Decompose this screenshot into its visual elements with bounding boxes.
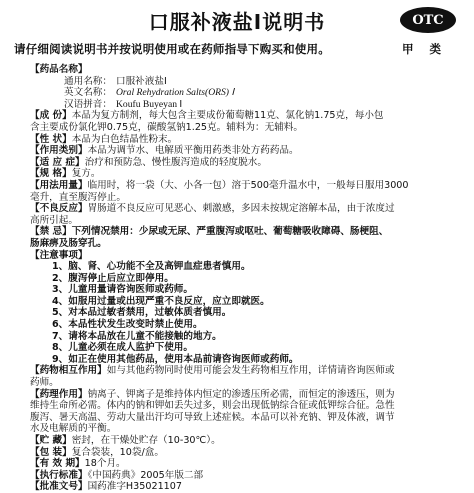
- section-contraindications: [30, 226, 454, 238]
- drug-category: 甲 类: [402, 42, 448, 56]
- usage-line: 临用时，将一袋（大、小各一包）溶于500毫升温水中，一般每日服用3000: [87, 179, 409, 191]
- section-text: 复合袋装，10袋/盒。: [71, 446, 164, 458]
- precaution-item: 6、本品性状发生改变时禁止使用。: [52, 319, 203, 331]
- section-precautions: [30, 250, 454, 262]
- section-text: 本品为调节水、电解质平衡用药类非处方药药品。: [87, 145, 299, 157]
- section-heading: 【禁 忌】: [30, 226, 72, 238]
- precaution-item: 5、对本品过敏者禁用，过敏体质者慎用。: [52, 307, 232, 319]
- section-text: 18个月。: [84, 458, 126, 470]
- precaution-item: 1、脑、肾、心功能不全及高钾血症患者慎用。: [52, 261, 251, 273]
- english-name-row: [30, 87, 454, 99]
- section-usage: [30, 180, 454, 192]
- section-text: 治疗和预防急、慢性腹泻造成的轻度脱水。: [84, 156, 267, 168]
- pinyin-name-label: 汉语拼音：: [64, 98, 112, 110]
- section-approval: [30, 481, 454, 493]
- pharmacology-continued: 维持生命所必需。体内的钠和钾如丢失过多，则会出现低钠综合征或低钾综合征。急性: [30, 400, 395, 412]
- section-text: 《中国药典》2005年版二部: [87, 469, 204, 481]
- interactions-continued: 药师。: [30, 377, 59, 389]
- section-heading: 【成 份】: [30, 110, 72, 122]
- section-category: [30, 145, 454, 157]
- section-heading: 【适 应 症】: [30, 156, 85, 168]
- section-heading: 【作用类别】: [30, 145, 88, 157]
- usage-notice: 请仔细阅读说明书并按说明使用或在药师指导下购买和使用。: [14, 42, 330, 56]
- section-drug-name: [30, 64, 454, 76]
- otc-badge: OTC: [400, 7, 456, 33]
- precaution-item: 9、如正在使用其他药品，使用本品前请咨询医师或药师。: [52, 353, 299, 365]
- contraindications-line: 下列情况禁用：少尿或无尿、严重腹泻或呕吐、葡萄糖吸收障碍、肠梗阻、: [71, 226, 389, 238]
- section-validity: [30, 458, 454, 470]
- section-heading: 【注意事项】: [30, 249, 88, 261]
- section-composition: [30, 110, 454, 122]
- section-specification: [30, 168, 454, 180]
- section-heading: 【执行标准】: [30, 469, 88, 481]
- section-interactions: [30, 365, 454, 377]
- precaution-item: 8、儿童必须在成人监护下使用。: [52, 342, 193, 354]
- section-heading: 【规 格】: [30, 168, 72, 180]
- precaution-item: 3、儿童用量请咨询医师或药师。: [52, 284, 193, 296]
- pinyin-name-value: Koufu Buyeyan Ⅰ: [116, 98, 183, 110]
- section-heading: 【用法用量】: [30, 179, 88, 191]
- adverse-continued: 高所引起。: [30, 214, 78, 226]
- section-properties: [30, 134, 454, 146]
- section-text: 国药准字H35021107: [87, 481, 182, 493]
- precaution-item: 7、请将本品放在儿童不能接触的地方。: [52, 330, 222, 342]
- common-name-value: 口服补液盐Ⅰ: [116, 75, 167, 87]
- section-pharmacology: [30, 389, 454, 401]
- section-text: 复方。: [71, 168, 101, 180]
- common-name-label: 通用名称：: [64, 75, 112, 87]
- precaution-item: 4、如服用过量或出现严重不良反应，应立即就医。: [52, 295, 270, 307]
- pharmacology-line: 钠离子、钾离子是维持体内恒定的渗透压所必需，而恒定的渗透压，则为: [87, 388, 395, 400]
- adverse-line: 胃肠道不良反应可见恶心、刺激感，多因未按规定溶解本品，由于浓度过: [87, 203, 395, 215]
- page-title: 口服补液盐Ⅰ说明书: [148, 10, 326, 34]
- section-adverse: [30, 203, 454, 215]
- section-heading: 【药理作用】: [30, 388, 88, 400]
- usage-continued: 毫升，直至腹泻停止。: [30, 191, 126, 203]
- leaflet-body: [30, 64, 454, 493]
- section-heading: 【有 效 期】: [30, 458, 85, 470]
- section-indications: [30, 157, 454, 169]
- section-heading: 【性 状】: [30, 133, 72, 145]
- interactions-line: 如与其他药物同时使用可能会发生药物相互作用，详情请咨询医师或: [106, 365, 395, 377]
- contraindications-continued: 肠麻痹及肠穿孔。: [30, 237, 107, 249]
- pinyin-name-row: [30, 99, 454, 111]
- section-text: 本品为白色结晶性粉末。: [71, 133, 178, 145]
- english-name-label: 英文名称：: [64, 87, 112, 99]
- section-heading: 【不良反应】: [30, 203, 88, 215]
- pharmacology-continued: 水及电解质的平衡。: [30, 423, 117, 435]
- pharmacology-continued: 腹泻、暑天高温、劳动大量出汗均可导致上述症候。本品可以补充钠、钾及体液，调节: [30, 411, 395, 423]
- precaution-item: 2、腹泻停止后应立即停用。: [52, 272, 174, 284]
- section-text: 密封，在干燥处贮存（10-30℃）。: [71, 435, 221, 446]
- english-name-value: Oral Rehydration Salts(ORS) Ⅰ: [116, 87, 235, 99]
- section-package: [30, 447, 454, 459]
- section-heading: 【包 装】: [30, 446, 72, 458]
- common-name-row: [30, 76, 454, 88]
- section-storage: [30, 435, 454, 447]
- section-heading: 【药物相互作用】: [30, 365, 107, 377]
- section-heading: 【批准文号】: [30, 481, 88, 493]
- composition-line: 本品为复方制剂，每大包含主要成份葡萄糖11克、氯化钠1.75克，每小包: [71, 110, 384, 122]
- composition-continued: 含主要成份氯化钾0.75克，碳酸氢钠1.25克。辅料为：无辅料。: [30, 121, 303, 133]
- section-heading: 【贮 藏】: [30, 435, 72, 446]
- section-heading: 【药品名称】: [30, 64, 88, 75]
- section-standard: [30, 470, 454, 482]
